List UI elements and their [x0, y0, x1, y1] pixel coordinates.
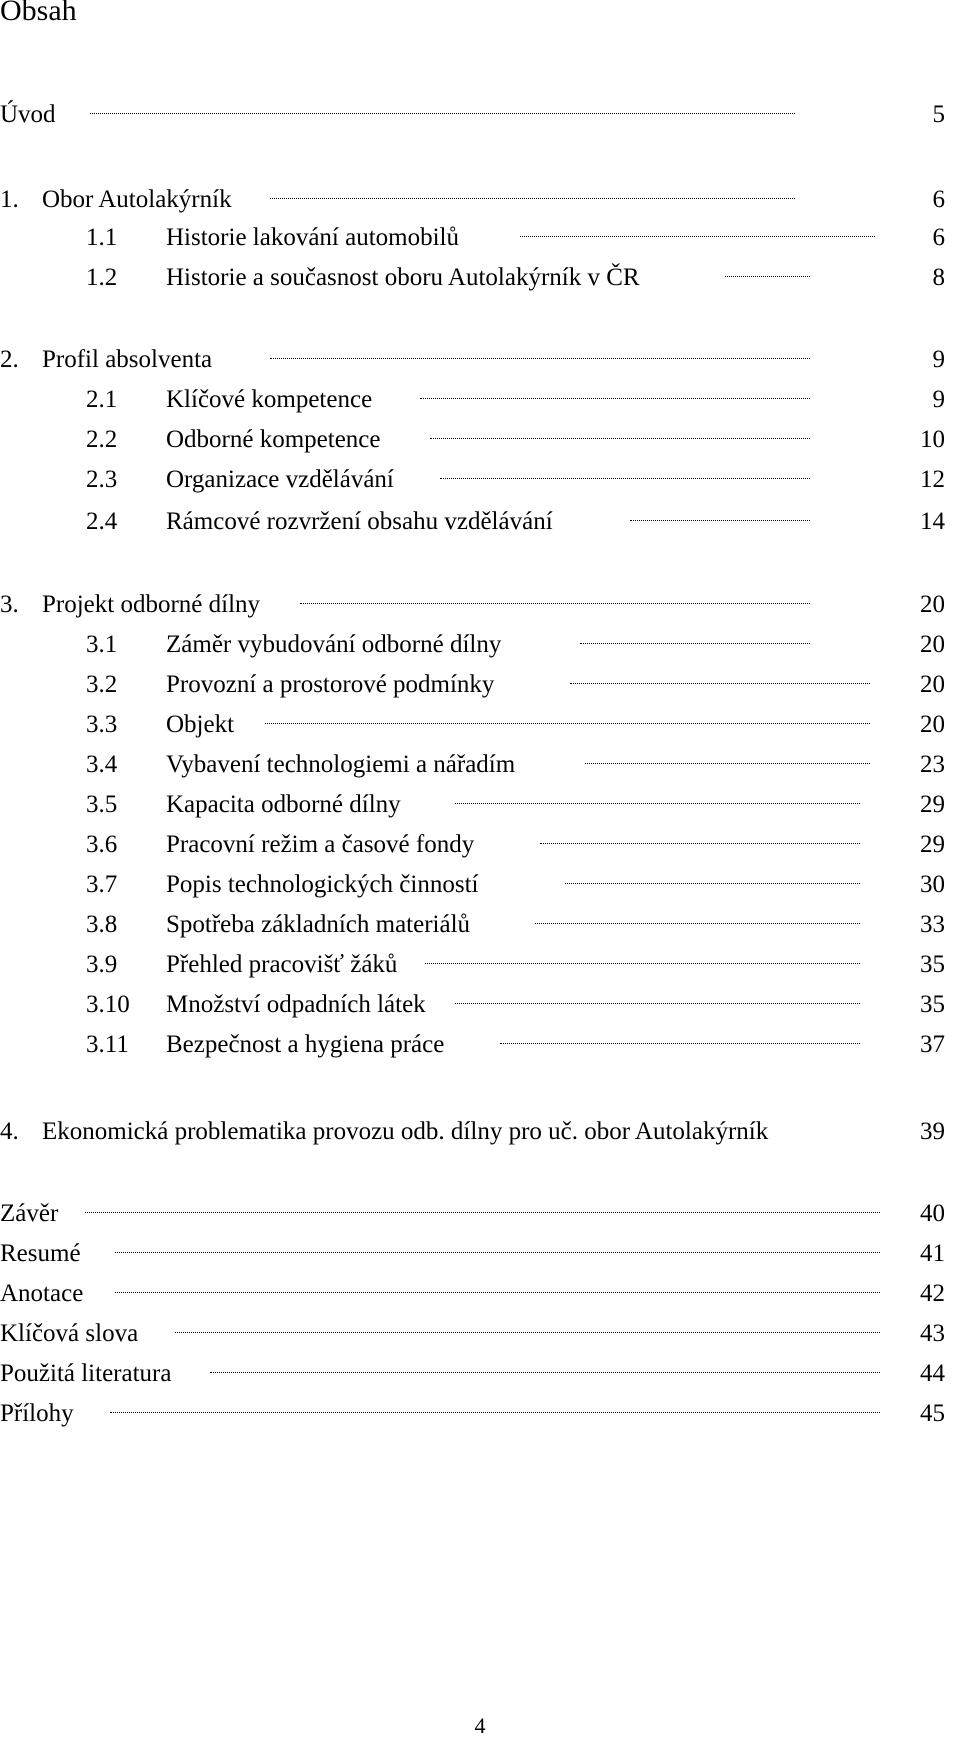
toc-entry-page: 30: [920, 871, 945, 898]
toc-dot-leader: [540, 843, 860, 844]
toc-entry-title: Kapacita odborné dílny: [166, 791, 401, 818]
toc-entry-number: 2.4: [86, 508, 118, 535]
toc-dot-leader: [110, 1412, 880, 1413]
toc-entry[interactable]: [0, 1354, 960, 1394]
toc-entry[interactable]: [0, 1194, 960, 1234]
toc-entry-number: 3.3: [86, 711, 118, 738]
toc-entry-title: Přílohy: [0, 1400, 74, 1427]
toc-dot-leader: [85, 1212, 880, 1213]
toc-entry[interactable]: [0, 502, 960, 542]
toc-entry[interactable]: [0, 1234, 960, 1274]
toc-entry-page: 20: [920, 711, 945, 738]
toc-entry-page: 14: [920, 508, 945, 535]
toc-dot-leader: [300, 603, 810, 604]
toc-entry-number: 2.3: [86, 466, 118, 493]
toc-entry-page: 9: [932, 386, 945, 413]
toc-dot-leader: [570, 683, 870, 684]
toc-entry-title: Pracovní režim a časové fondy: [166, 831, 475, 858]
toc-entry-page: 39: [920, 1118, 945, 1145]
toc-entry[interactable]: [0, 180, 960, 220]
toc-entry-page: 35: [920, 991, 945, 1018]
toc-entry[interactable]: [0, 1112, 960, 1152]
toc-entry-title: Organizace vzdělávání: [166, 466, 394, 493]
toc-entry[interactable]: [0, 945, 960, 985]
toc-dot-leader: [725, 276, 810, 277]
toc-entry[interactable]: [0, 460, 960, 500]
toc-entry-page: 23: [920, 751, 945, 778]
toc-entry[interactable]: [0, 665, 960, 705]
toc-entry-page: 43: [920, 1320, 945, 1347]
toc-entry[interactable]: [0, 705, 960, 745]
toc-entry[interactable]: [0, 1394, 960, 1434]
toc-entry[interactable]: [0, 1025, 960, 1065]
toc-dot-leader: [210, 1372, 880, 1373]
toc-entry-number: 1.: [0, 186, 19, 213]
toc-entry-title: Množství odpadních látek: [166, 991, 426, 1018]
toc-entry-number: 4.: [0, 1118, 19, 1145]
toc-entry-page: 44: [920, 1360, 945, 1387]
toc-entry-title: Obor Autolakýrník: [42, 186, 232, 213]
toc-entry[interactable]: [0, 1274, 960, 1314]
toc-entry-title: Záměr vybudování odborné dílny: [166, 631, 502, 658]
toc-entry-title: Provozní a prostorové podmínky: [166, 671, 495, 698]
toc-entry-title: Resumé: [0, 1240, 81, 1267]
toc-dot-leader: [115, 1252, 880, 1253]
toc-entry-title: Klíčové kompetence: [166, 386, 373, 413]
toc-entry-title: Objekt: [166, 711, 235, 738]
toc-entry-number: 2.2: [86, 426, 118, 453]
toc-entry-number: 1.1: [86, 224, 118, 251]
toc-entry-title: Profil absolventa: [42, 346, 213, 373]
toc-dot-leader: [535, 923, 860, 924]
toc-entry-title: Bezpečnost a hygiena práce: [166, 1031, 445, 1058]
toc-entry-title: Projekt odborné dílny: [42, 591, 261, 618]
toc-entry[interactable]: [0, 95, 960, 135]
toc-entry[interactable]: [0, 865, 960, 905]
toc-entry-page: 41: [920, 1240, 945, 1267]
toc-entry-title: Anotace: [0, 1280, 84, 1307]
toc-entry-page: 20: [920, 591, 945, 618]
toc-entry-title: Použitá literatura: [0, 1360, 172, 1387]
toc-entry-title: Historie a současnost oboru Autolakýrník v ČR: [166, 264, 640, 291]
toc-entry-title: Přehled pracovišť žáků: [166, 951, 398, 978]
toc-dot-leader: [270, 358, 810, 359]
toc-entry[interactable]: [0, 785, 960, 825]
toc-dot-leader: [585, 763, 870, 764]
toc-dot-leader: [520, 236, 875, 237]
toc-dot-leader: [175, 1332, 880, 1333]
toc-dot-leader: [90, 113, 795, 114]
toc-entry[interactable]: [0, 420, 960, 460]
toc-entry[interactable]: [0, 1314, 960, 1354]
toc-entry-number: 3.1: [86, 631, 118, 658]
toc-entry-page: 20: [920, 631, 945, 658]
toc-dot-leader: [270, 198, 795, 199]
toc-entry-number: 3.9: [86, 951, 118, 978]
toc-entry-page: 40: [920, 1200, 945, 1227]
toc-entry-number: 3.2: [86, 671, 118, 698]
toc-dot-leader: [265, 723, 870, 724]
toc-entry-page: 33: [920, 911, 945, 938]
toc-entry-title: Popis technologických činností: [166, 871, 479, 898]
toc-entry-number: 3.10: [86, 991, 130, 1018]
toc-entry-title: Ekonomická problematika provozu odb. dílny pro uč. obor Autolakýrník: [42, 1118, 769, 1145]
toc-entry-page: 9: [932, 346, 945, 373]
toc-entry-number: 3.7: [86, 871, 118, 898]
toc-heading: Obsah: [0, 0, 77, 27]
toc-entry-page: 37: [920, 1031, 945, 1058]
toc-dot-leader: [430, 438, 810, 439]
toc-entry-page: 29: [920, 831, 945, 858]
toc-entry[interactable]: [0, 380, 960, 420]
toc-entry-title: Vybavení technologiemi a nářadím: [166, 751, 516, 778]
toc-entry-number: 2.: [0, 346, 19, 373]
toc-entry[interactable]: [0, 825, 960, 865]
toc-entry-page: 6: [932, 186, 945, 213]
toc-entry-page: 35: [920, 951, 945, 978]
toc-entry[interactable]: [0, 745, 960, 785]
toc-entry-title: Odborné kompetence: [166, 426, 381, 453]
toc-entry[interactable]: [0, 258, 960, 298]
toc-entry-page: 29: [920, 791, 945, 818]
toc-entry[interactable]: [0, 905, 960, 945]
toc-dot-leader: [455, 803, 860, 804]
toc-entry[interactable]: [0, 218, 960, 258]
toc-entry[interactable]: [0, 625, 960, 665]
toc-dot-leader: [565, 883, 860, 884]
toc-entry-number: 3.11: [86, 1031, 129, 1058]
toc-entry-page: 20: [920, 671, 945, 698]
toc-entry-number: 3.6: [86, 831, 118, 858]
toc-entry-number: 3.8: [86, 911, 118, 938]
toc-entry-number: 2.1: [86, 386, 118, 413]
toc-entry-page: 8: [932, 264, 945, 291]
toc-entry-title: Spotřeba základních materiálů: [166, 911, 471, 938]
toc-entry-number: 1.2: [86, 264, 118, 291]
toc-entry-page: 5: [932, 101, 945, 128]
toc-entry-page: 12: [920, 466, 945, 493]
toc-entry-title: Klíčová slova: [0, 1320, 139, 1347]
toc-dot-leader: [580, 643, 810, 644]
toc-dot-leader: [440, 478, 810, 479]
toc-entry-page: 6: [932, 224, 945, 251]
toc-entry-title: Historie lakování automobilů: [166, 224, 460, 251]
toc-entry-title: Závěr: [0, 1200, 59, 1227]
toc-dot-leader: [630, 520, 810, 521]
toc-dot-leader: [420, 398, 810, 399]
toc-entry-page: 45: [920, 1400, 945, 1427]
toc-dot-leader: [425, 963, 860, 964]
toc-entry[interactable]: [0, 985, 960, 1025]
toc-entry[interactable]: [0, 340, 960, 380]
toc-entry-number: 3.5: [86, 791, 118, 818]
toc-dot-leader: [115, 1292, 880, 1293]
page-number: 4: [474, 1713, 486, 1738]
toc-dot-leader: [455, 1003, 860, 1004]
toc-entry[interactable]: [0, 585, 960, 625]
toc-entry-page: 42: [920, 1280, 945, 1307]
toc-entry-title: Úvod: [0, 101, 56, 128]
toc-entry-number: 3.4: [86, 751, 118, 778]
toc-entry-title: Rámcové rozvržení obsahu vzdělávání: [166, 508, 553, 535]
toc-entry-page: 10: [920, 426, 945, 453]
toc-entry-number: 3.: [0, 591, 19, 618]
toc-dot-leader: [500, 1043, 860, 1044]
